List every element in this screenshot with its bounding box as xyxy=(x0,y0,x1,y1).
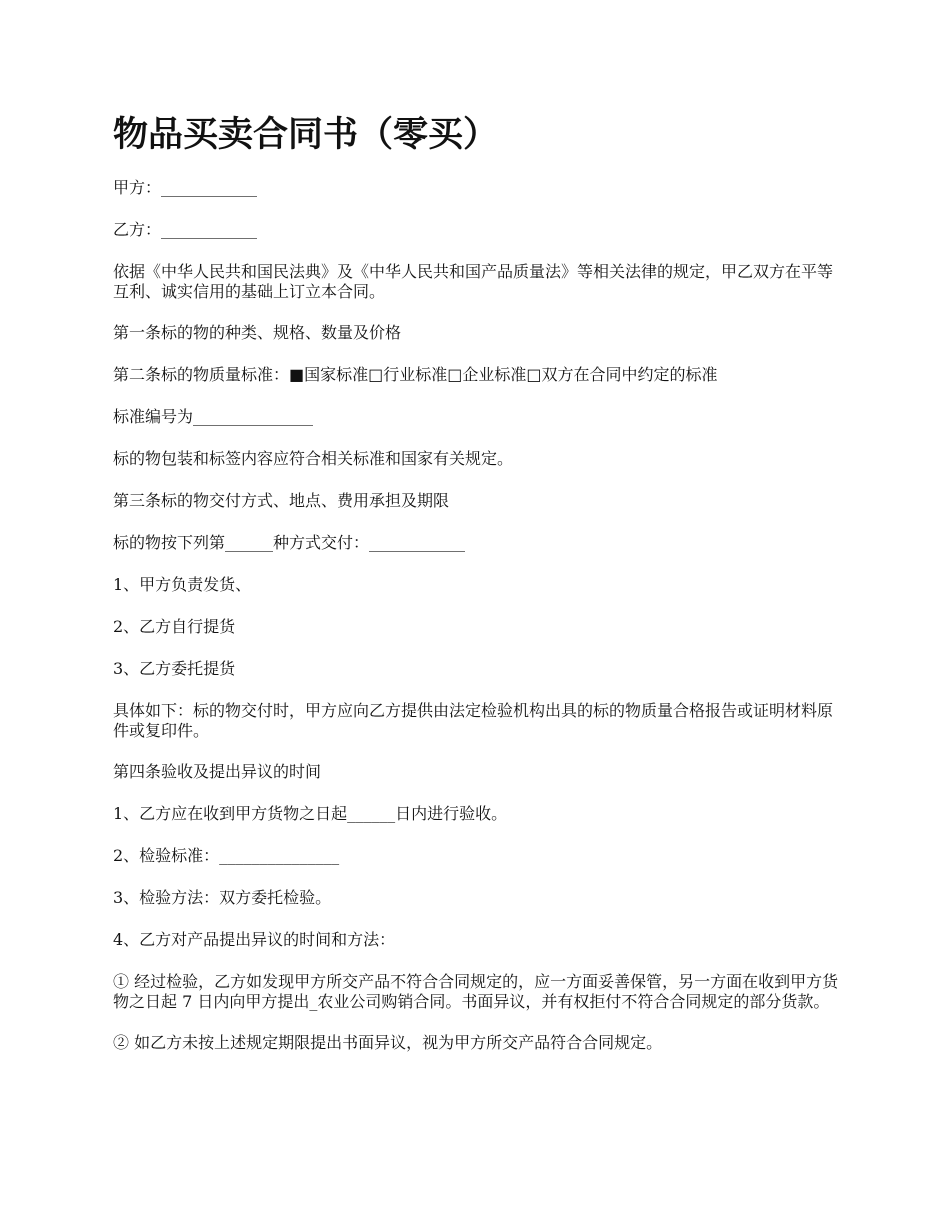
article-2-heading: 第二条标的物质量标准：■国家标准□行业标准□企业标准□双方在合同中约定的标准 xyxy=(113,365,718,384)
standard-number-line: 标准编号为_______________ xyxy=(113,407,314,426)
inspection-item-3: 3、检验方法：双方委托检验。 xyxy=(113,888,332,907)
packaging-paragraph: 标的物包装和标签内容应符合相关标准和国家有关规定。 xyxy=(113,449,514,468)
preamble-paragraph: 依据《中华人民共和国民法典》及《中华人民共和国产品质量法》等相关法律的规定，甲乙双方在平等互利、诚实信用的基础上订立本合同。 xyxy=(113,262,834,301)
delivery-details-paragraph: 具体如下：标的物交付时，甲方应向乙方提供由法定检验机构出具的标的物质量合格报告或证明材料原件或复印件。 xyxy=(113,701,834,740)
inspection-item-4: 4、乙方对产品提出异议的时间和方法： xyxy=(113,930,396,949)
delivery-option-1: 1、甲方负责发货、 xyxy=(113,575,252,594)
delivery-option-3: 3、乙方委托提货 xyxy=(113,659,236,678)
document-title: 物品买卖合同书（零买） xyxy=(113,114,499,155)
article-3-heading: 第三条标的物交付方式、地点、费用承担及期限 xyxy=(113,491,450,510)
document-page xyxy=(113,112,841,1075)
objection-clause-1: ① 经过检验，乙方如发现甲方所交产品不符合合同规定的，应一方面妥善保管，另一方面在收到甲方货物之日起 7 日内向甲方提出_农业公司购销合同。书面异议，并有权拒付不符合合同规定的部分货款。 xyxy=(113,972,839,1011)
delivery-method-line: 标的物按下列第______种方式交付：____________ xyxy=(113,533,466,552)
party-a-line: 甲方：____________ xyxy=(113,178,258,197)
article-4-heading: 第四条验收及提出异议的时间 xyxy=(113,762,322,781)
inspection-item-1: 1、乙方应在收到甲方货物之日起______日内进行验收。 xyxy=(113,804,508,823)
objection-clause-2: ② 如乙方未按上述规定期限提出书面异议，视为甲方所交产品符合合同规定。 xyxy=(113,1033,663,1052)
inspection-item-2: 2、检验标准：_______________ xyxy=(113,846,340,865)
party-b-line: 乙方：____________ xyxy=(113,220,258,239)
delivery-option-2: 2、乙方自行提货 xyxy=(113,617,236,636)
article-1-heading: 第一条标的物的种类、规格、数量及价格 xyxy=(113,323,402,342)
